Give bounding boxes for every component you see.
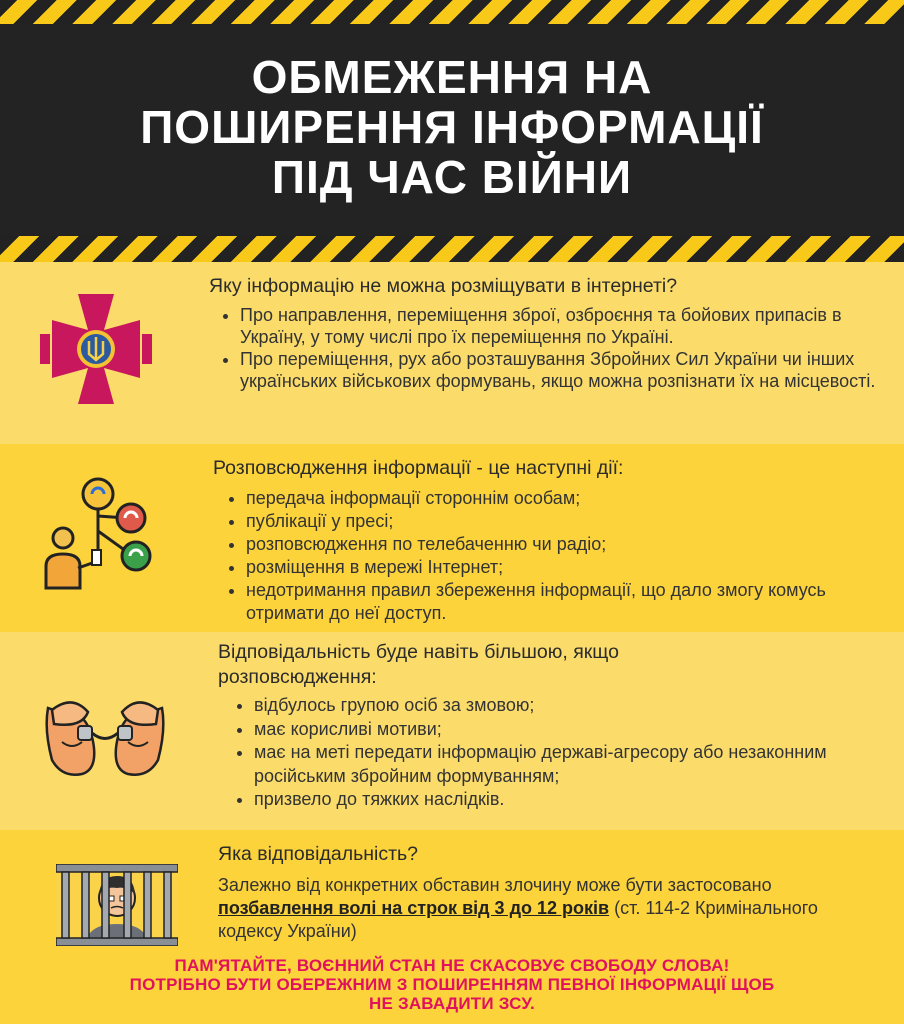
section2-heading: Розповсюдження інформації - це наступні дії: bbox=[213, 457, 624, 479]
list-item: • призвело до тяжких наслідків. bbox=[254, 788, 874, 812]
list-item: • публікації у пресі; bbox=[246, 510, 876, 533]
section-forbidden-info bbox=[0, 262, 904, 444]
title-line-3: ПІД ЧАС ВІЙНИ bbox=[271, 151, 633, 203]
list-item: • має корисливі мотиви; bbox=[254, 718, 874, 742]
section1-heading: Яку інформацію не можна розміщувати в інтернеті? bbox=[209, 275, 678, 297]
section3-list bbox=[232, 694, 874, 812]
liability-text-before: Залежно від конкретних обставин злочину може бути застосовано bbox=[218, 875, 772, 895]
list-item: • відбулось групою осіб за змовою; bbox=[254, 694, 874, 718]
list-item: • Про переміщення, рух або розташування Збройних Сил України чи інших українських військових формувань, якщо можна розпізнати їх на місцевості. bbox=[240, 348, 890, 392]
liability-text-after: (ст. 114-2 Кримінального кодексу України) bbox=[218, 898, 818, 941]
list-item: • недотримання правил збереження інформації, що дало змогу комусь отримати до неї доступ. bbox=[246, 579, 876, 625]
section4-heading: Яка відповідальність? bbox=[218, 843, 419, 865]
handcuffs-icon bbox=[42, 690, 168, 780]
warning-line-3: НЕ ЗАВАДИТИ ЗСУ. bbox=[369, 994, 535, 1013]
section-aggravating-factors bbox=[0, 632, 904, 830]
hazard-stripe-bottom bbox=[0, 236, 904, 262]
page-title bbox=[0, 52, 904, 202]
title-line-2: ПОШИРЕННЯ ІНФОРМАЦІЇ bbox=[140, 101, 764, 153]
prisoner-behind-bars-icon bbox=[56, 864, 178, 946]
hazard-stripe-top bbox=[0, 0, 904, 24]
section4-text bbox=[218, 874, 858, 943]
header-banner bbox=[0, 0, 904, 262]
section3-heading: Відповідальність буде навіть більшою, якщо розповсюдження: bbox=[218, 641, 619, 688]
list-item: • має на меті передати інформацію державі-агресору або незаконним російським збройним формуванням; bbox=[254, 741, 874, 788]
list-item: • Про направлення, переміщення зброї, озброєння та бойових припасів в Україну, у тому числі про їх переміщення по Україні. bbox=[240, 304, 890, 348]
section1-list bbox=[218, 304, 890, 392]
list-item: • передача інформації стороннім особам; bbox=[246, 487, 876, 510]
armed-forces-cross-icon bbox=[40, 294, 152, 404]
title-line-1: ОБМЕЖЕННЯ НА bbox=[251, 51, 653, 103]
section-spread-actions bbox=[0, 444, 904, 632]
list-item: • розміщення в мережі Інтернет; bbox=[246, 556, 876, 579]
information-spread-icon bbox=[38, 476, 160, 591]
warning-line-2: ПОТРІБНО БУТИ ОБЕРЕЖНИМ З ПОШИРЕННЯМ ПЕВНОЇ ІНФОРМАЦІЇ ЩОБ bbox=[129, 975, 775, 994]
warning-line-1: ПАМ'ЯТАЙТЕ, ВОЄННИЙ СТАН НЕ СКАСОВУЄ СВОБОДУ СЛОВА! bbox=[174, 956, 730, 975]
warning-message bbox=[0, 956, 904, 1013]
section2-list bbox=[224, 487, 876, 625]
list-item: • розповсюдження по телебаченню чи радіо; bbox=[246, 533, 876, 556]
liability-highlight: позбавлення волі на строк від 3 до 12 років bbox=[218, 898, 610, 918]
